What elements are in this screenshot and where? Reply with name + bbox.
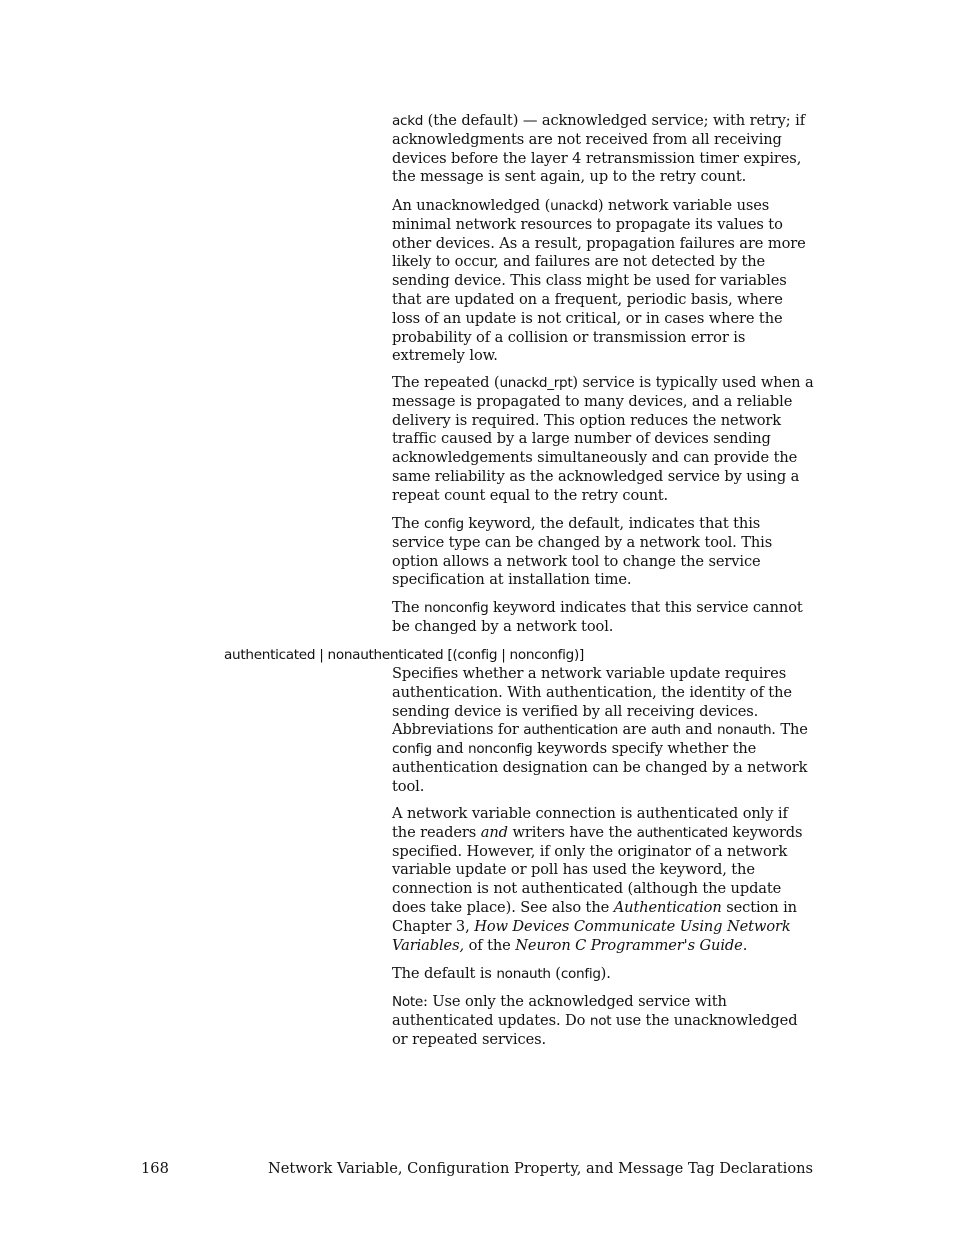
paragraph-note: Note: Use only the acknowledged service with authenticated updates. Do not use the unacknowledged or repeated services. bbox=[392, 993, 798, 1048]
block-authentication bbox=[392, 665, 814, 797]
keyword-authentication: authentication bbox=[523, 722, 618, 739]
paragraph-unackd: An unacknowledged (unackd) network variable uses minimal network resources to propagate its values to other devices. As a result, propagation failures are more likely to occur, and failures are not detected by the sending device. This class might be used for variables that are updated on a frequent, periodic basis, where loss of an update is not critical, or in cases where the probability of a collision or transmission error is extremely low. bbox=[392, 197, 806, 365]
keyword-nonconfig: nonconfig bbox=[424, 600, 489, 616]
keyword-config: config bbox=[424, 516, 464, 532]
emphasis-and: and bbox=[480, 823, 508, 841]
block-default bbox=[392, 965, 814, 984]
paragraph-ackd: ackd (the default) — acknowledged service; with retry; if acknowledgments are not received from all receiving devices before the layer 4 retransmission timer expires, the message is sent again, up to the retry count. bbox=[392, 112, 806, 186]
paragraph-default: The default is nonauth (config). bbox=[392, 965, 611, 982]
block-ackd bbox=[392, 112, 814, 187]
paragraph-unackd-rpt: The repeated (unackd_rpt) service is typically used when a message is propagated to many devices, and a reliable delivery is required. This option reduces the network traffic caused by a large number of devices sending acknowledgements simultaneously and can provide the same reliability as the acknowledged service by using a repeat count equal to the retry count. bbox=[392, 374, 814, 504]
paragraph-config: The config keyword, the default, indicates that this service type can be changed by a network tool. This option allows a network tool to change the service specification at installation time. bbox=[392, 515, 773, 589]
keyword-auth: auth bbox=[651, 722, 681, 739]
page-number: 168 bbox=[141, 1160, 169, 1177]
block-unackd bbox=[392, 197, 814, 366]
term-authenticated-syntax: authenticated | nonauthenticated [(config | nonconfig)] bbox=[224, 647, 584, 663]
keyword-unackd: unackd bbox=[550, 198, 598, 214]
keyword-config: config bbox=[560, 966, 601, 982]
block-connection-auth bbox=[392, 805, 814, 955]
paragraph-connection-auth: A network variable connection is authenticated only if the readers and writers have the authenticated keywords specified. However, if only the originator of a network variable update or poll has used the keyword, the connection is not authenticated (although the update does take place). See also the Authentication section in Chapter 3, How Devices Communicate Using Network Variables, of the Neuron C Programmer's Guide. bbox=[392, 805, 803, 954]
keyword-config: config bbox=[392, 741, 432, 758]
keyword-unackd-rpt: unackd_rpt bbox=[499, 375, 573, 391]
keyword-nonauth: nonauth bbox=[716, 722, 772, 739]
paragraph-nonconfig: The nonconfig keyword indicates that this service cannot be changed by a network tool. bbox=[392, 599, 803, 635]
block-nonconfig bbox=[392, 599, 814, 637]
keyword-nonauth: nonauth bbox=[496, 966, 551, 982]
block-config bbox=[392, 515, 814, 590]
keyword-ackd: ackd bbox=[392, 113, 424, 129]
reference-guide-title: Neuron C Programmer's Guide bbox=[515, 936, 743, 954]
keyword-authenticated: authenticated bbox=[636, 824, 728, 841]
block-unackd-rpt bbox=[392, 374, 814, 506]
reference-authentication-section: Authentication bbox=[613, 898, 722, 916]
note-label: Note bbox=[392, 994, 423, 1010]
block-note bbox=[392, 993, 814, 1049]
paragraph-authentication: Specifies whether a network variable update requires authentication. With authentication, the identity of the sending device is verified by all receiving devices. Abbreviations for authentication are auth and nonauth. The config and nonconfig keywords specify whether the authentication designation can be changed by a network tool. bbox=[392, 665, 808, 795]
reference-chapter-title: How Devices Communicate Using Network Variables, bbox=[392, 917, 791, 954]
keyword-nonconfig: nonconfig bbox=[468, 741, 533, 758]
keyword-not: not bbox=[589, 1012, 612, 1029]
running-footer-title: Network Variable, Configuration Property, and Message Tag Declarations bbox=[267, 1160, 813, 1177]
